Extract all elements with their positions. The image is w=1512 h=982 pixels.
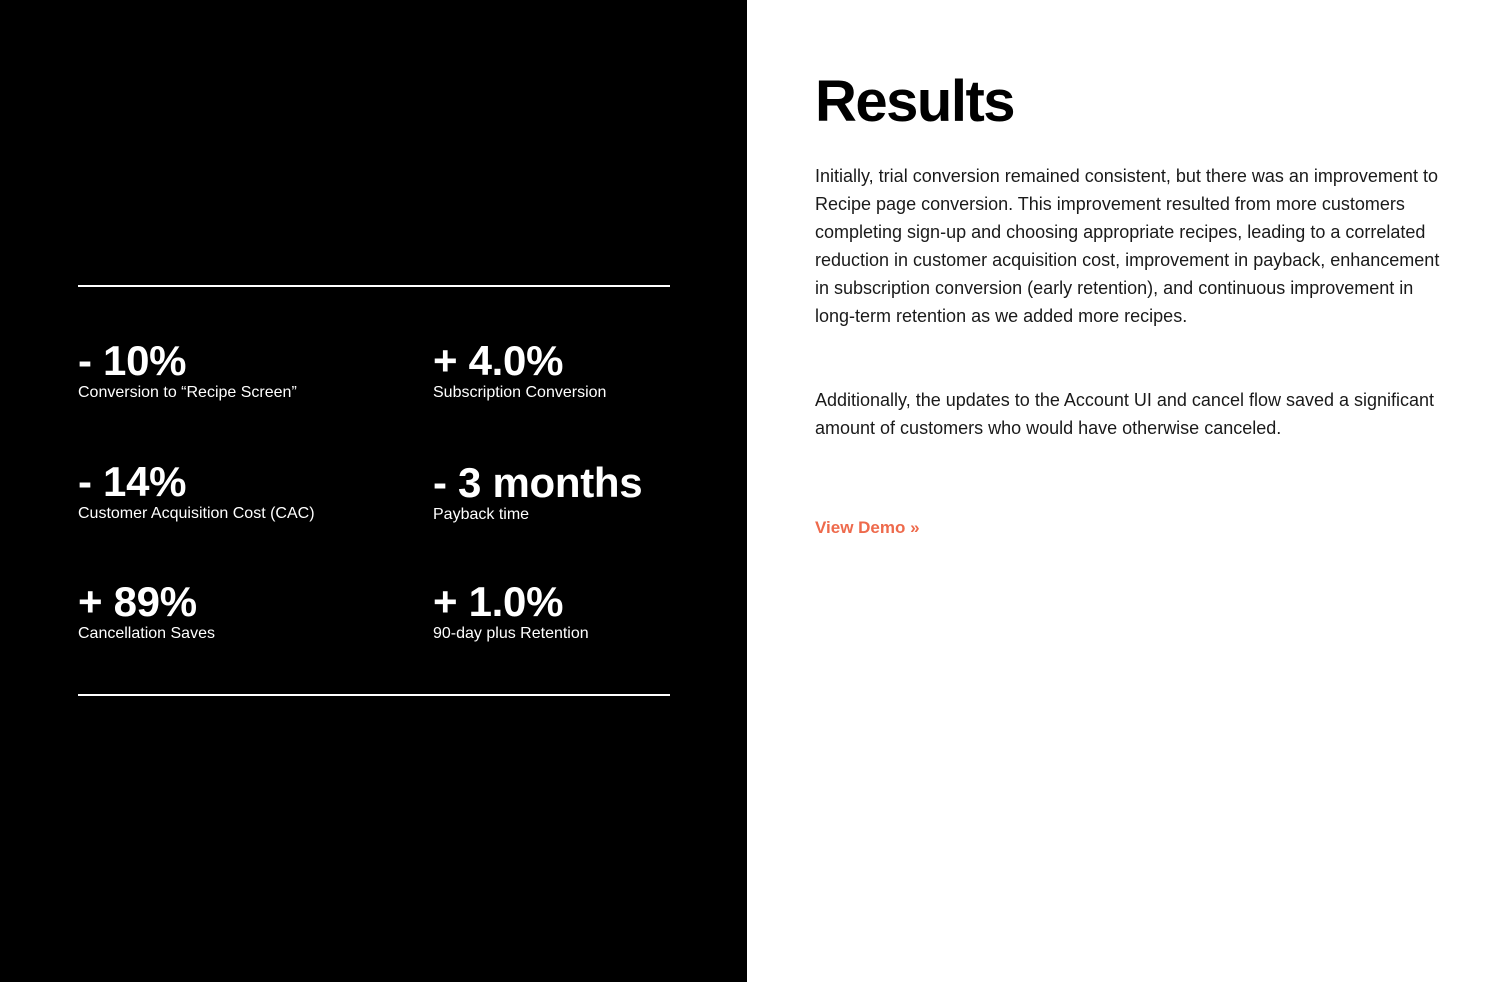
results-panel xyxy=(747,0,1512,982)
stats-bottom-divider xyxy=(78,694,670,696)
stat-cancellation-saves xyxy=(78,578,215,644)
stat-value: - 3 months xyxy=(433,459,643,506)
stat-label: 90-day plus Retention xyxy=(433,625,589,642)
view-demo-link[interactable]: View Demo » xyxy=(815,518,920,537)
page-title: Results xyxy=(815,69,1015,134)
stat-subscription-conversion xyxy=(433,337,607,403)
stat-label: Conversion to “Recipe Screen” xyxy=(78,384,297,401)
stat-label: Cancellation Saves xyxy=(78,625,215,642)
stat-payback-time xyxy=(433,459,643,525)
stats-panel xyxy=(0,0,747,982)
stat-value: + 1.0% xyxy=(433,578,564,625)
stat-value: + 89% xyxy=(78,578,197,625)
stat-label: Subscription Conversion xyxy=(433,384,607,401)
stat-customer-acquisition-cost xyxy=(78,458,315,524)
stat-value: - 14% xyxy=(78,458,187,505)
stat-label: Payback time xyxy=(433,506,530,523)
stat-label: Customer Acquisition Cost (CAC) xyxy=(78,505,315,522)
stat-value: - 10% xyxy=(78,337,187,384)
stat-conversion-recipe-screen xyxy=(78,337,297,403)
results-paragraph-2: Additionally, the updates to the Account UI and cancel flow saved a significant amount of customers who would have otherwise canceled. xyxy=(815,390,1435,438)
results-paragraph-1: Initially, trial conversion remained consistent, but there was an improvement to Recipe page conversion. This improvement resulted from more customers completing sign-up and choosing appropriate recipes, leading to a correlated reduction in customer acquisition cost, improvement in payback, enhancement in subscription conversion (early retention), and continuous improvement in long-term retention as we added more recipes. xyxy=(815,166,1440,326)
stats-top-divider xyxy=(78,285,670,287)
stat-90-day-retention xyxy=(433,578,589,644)
stat-value: + 4.0% xyxy=(433,337,564,384)
